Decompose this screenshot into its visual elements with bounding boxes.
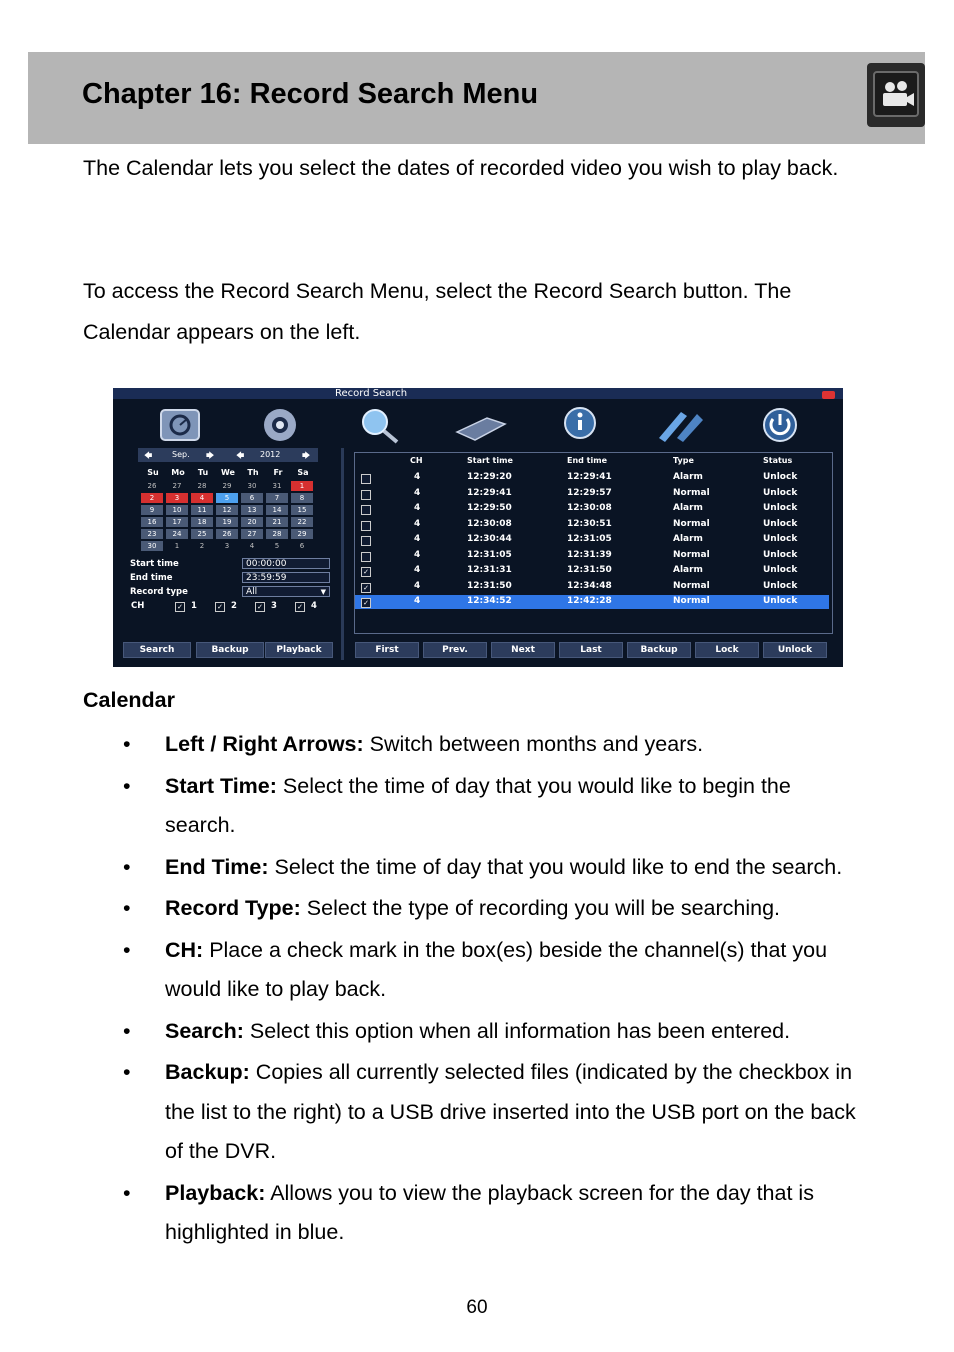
settings-dashboard-icon[interactable] [151,404,209,446]
cell-ch: 4 [414,503,421,513]
calendar-day[interactable]: 7 [266,493,288,503]
calendar-day[interactable]: 25 [191,529,213,539]
cell-start: 12:29:20 [467,472,512,482]
button-bar [113,640,843,660]
cell-type: Alarm [673,534,703,544]
bullet-text: Select this option when all information has been entered. [243,1018,791,1043]
right-button-first[interactable]: First [355,642,419,658]
bullet-dot-icon: • [123,854,131,879]
record-type-select[interactable] [242,586,330,597]
page-title: Chapter 16: Record Search Menu [82,78,539,110]
cell-start: 12:31:05 [467,549,512,560]
bullet-text: Select the time of day that you would like to begin the search. [165,773,791,837]
cell-status: Unlock [763,503,798,513]
cell-start: 12:30:08 [467,518,512,529]
calendar-day[interactable]: 27 [241,529,263,539]
row-checkbox[interactable] [361,552,371,562]
cell-status: Unlock [763,472,798,482]
calendar-day[interactable]: 13 [241,505,263,515]
bullet-dot-icon: • [123,732,131,756]
channel-4-checkbox[interactable]: ✓ [295,602,305,612]
table-row[interactable] [355,564,829,578]
cell-type: Normal [673,580,710,591]
channel-4-label: 4 [311,601,317,611]
cell-ch: 4 [414,565,421,575]
channel-2-checkbox[interactable]: ✓ [215,602,225,612]
calendar-day[interactable]: 1 [174,542,180,550]
record-search-screenshot [113,388,843,667]
bullet-text: Copies all currently selected files (indicated by the checkbox in the list to the right) to a USB drive inserted into the USB port on the back of the DVR. [165,1060,856,1163]
record-type-label: Record type [130,587,188,597]
left-button-playback[interactable]: Playback [265,642,333,658]
right-button-unlock[interactable]: Unlock [763,642,827,658]
table-row[interactable] [355,595,829,609]
bullet-term: Left / Right Arrows: [165,732,364,756]
end-time-label: End time [130,573,173,583]
calendar-day[interactable]: 3 [224,542,230,550]
bullet-dot-icon: • [123,1018,131,1043]
cell-start: 12:31:50 [467,580,512,591]
start-time-label: Start time [130,559,179,569]
calendar-day[interactable]: 19 [216,517,238,527]
hard-drive-icon[interactable] [451,404,509,446]
cell-start: 12:30:44 [467,534,512,544]
bullet-item [0,767,865,846]
next-year-arrow-icon[interactable]: 🡆 [302,451,311,460]
next-month-arrow-icon[interactable]: 🡆 [206,451,215,460]
channel-3-checkbox[interactable]: ✓ [255,602,265,612]
row-checkbox[interactable] [361,536,371,546]
video-camera-icon [867,63,925,127]
table-row[interactable] [355,487,829,501]
calendar-section-heading: Calendar [83,688,176,712]
table-row[interactable] [355,471,829,485]
column-header: CH [410,456,423,465]
cell-status: Unlock [763,596,798,606]
column-header: Start time [467,456,513,465]
table-row[interactable] [355,580,829,594]
cell-ch: 4 [414,534,421,544]
calendar-day[interactable]: 24 [166,529,188,539]
calendar-day[interactable]: 4 [191,493,213,503]
calendar-weekday: Fr [273,468,283,477]
calendar-month: Sep. [172,450,190,459]
power-icon[interactable] [751,404,809,446]
calendar-weekday: Su [147,468,159,477]
window-title: Record Search [335,388,408,399]
left-button-backup[interactable]: Backup [196,642,264,658]
cell-type: Alarm [673,565,703,575]
calendar-day[interactable]: 2 [199,542,205,550]
cell-end: 12:31:39 [567,549,612,560]
intro-paragraph-calendar: The Calendar lets you select the dates of recorded video you wish to play back. [83,156,839,180]
bullet-text: Switch between months and years. [363,732,704,756]
column-header: Type [673,456,694,465]
row-checkbox[interactable] [361,474,371,484]
calendar-day[interactable]: 1 [291,481,313,491]
right-button-lock[interactable]: Lock [695,642,759,658]
cell-ch: 4 [414,580,421,591]
calendar-day[interactable]: 29 [291,529,313,539]
tools-icon[interactable] [651,404,709,446]
row-checkbox[interactable]: ✓ [361,598,371,608]
calendar-weekday: Th [247,468,259,477]
right-button-next[interactable]: Next [491,642,555,658]
column-header: End time [567,456,607,465]
table-row[interactable] [355,518,829,532]
window-title-bar [113,388,843,399]
calendar-day[interactable]: 21 [266,517,288,527]
calendar-day[interactable]: 14 [266,505,288,515]
bullet-term: End Time: [165,854,269,879]
calendar-day[interactable]: 3 [166,493,188,503]
table-row[interactable] [355,549,829,563]
bullet-text: Select the type of recording you will be searching. [300,896,781,920]
bullet-term: Backup: [165,1060,250,1084]
calendar-day[interactable]: 5 [274,542,280,550]
end-time-field[interactable]: 23:59:59 [242,572,330,583]
table-row[interactable] [355,533,829,547]
channel-3-label: 3 [271,601,277,611]
record-type-row [127,586,332,599]
calendar-day[interactable]: 11 [191,505,213,515]
bullet-item [0,848,865,888]
row-checkbox[interactable] [361,490,371,500]
cell-ch: 4 [414,596,421,606]
calendar-day[interactable]: 22 [291,517,313,527]
cell-type: Normal [673,518,710,529]
chevron-down-icon: ▼ [320,588,326,596]
cell-end: 12:31:50 [567,565,612,575]
table-row[interactable] [355,502,829,516]
bullet-item [0,1174,865,1253]
calendar-day[interactable]: 17 [166,517,188,527]
cell-status: Unlock [763,565,798,575]
cell-type: Alarm [673,472,703,482]
calendar-bullet-list [0,725,954,1255]
bullet-term: Search: [165,1018,244,1043]
calendar-weekday: We [221,468,235,477]
calendar-day[interactable]: 30 [247,482,257,490]
prev-year-arrow-icon[interactable]: 🡄 [236,451,245,460]
calendar-weekday: Sa [297,468,309,477]
bullet-item [0,1012,865,1052]
bullet-dot-icon: • [123,937,131,962]
calendar-day[interactable]: 15 [291,505,313,515]
cell-type: Alarm [673,503,703,513]
calendar-day[interactable]: 23 [141,529,163,539]
bullet-term: Record Type: [165,896,301,920]
cell-ch: 4 [414,487,421,498]
cell-start: 12:31:31 [467,565,512,575]
cell-status: Unlock [763,487,798,498]
cell-type: Normal [673,487,710,498]
record-type-value: All [246,587,258,597]
channel-2-label: 2 [231,601,237,611]
cell-ch: 4 [414,472,421,482]
intro-paragraph-access: To access the Record Search Menu, select the Record Search button. The Calendar appears on the left. [83,279,792,344]
bullet-item [0,725,865,765]
cell-end: 12:30:08 [567,503,612,513]
cell-type: Normal [673,596,710,606]
bullet-term: Start Time: [165,773,277,798]
calendar-day[interactable]: 26 [147,482,157,490]
right-button-prev[interactable]: Prev. [423,642,487,658]
calendar-year: 2012 [260,450,281,459]
cell-status: Unlock [763,580,798,591]
close-icon[interactable] [822,391,835,399]
calendar-weekday: Tu [197,468,209,477]
channel-label: CH [131,601,145,611]
calendar-day[interactable]: 5 [216,493,238,503]
prev-month-arrow-icon[interactable]: 🡄 [144,451,153,460]
calendar-day[interactable]: 28 [266,529,288,539]
page-number: 60 [466,1297,488,1318]
channel-1-label: 1 [191,601,197,611]
left-button-search[interactable]: Search [123,642,191,658]
row-checkbox[interactable]: ✓ [361,567,371,577]
bullet-dot-icon: • [123,773,131,798]
calendar-weekday: Mo [171,468,185,477]
channel-1-checkbox[interactable]: ✓ [175,602,185,612]
cell-start: 12:29:41 [467,487,512,498]
column-header: Status [763,456,793,465]
bullet-text: Allows you to view the playback screen for the day that is highlighted in blue. [165,1180,814,1244]
calendar-day[interactable]: 8 [291,493,313,503]
calendar-day[interactable]: 30 [141,541,163,551]
row-checkbox[interactable]: ✓ [361,583,371,593]
calendar-day[interactable]: 20 [241,517,263,527]
cell-ch: 4 [414,518,421,529]
channel-row [127,600,337,613]
gear-icon[interactable] [251,404,309,446]
cell-end: 12:42:28 [567,596,612,606]
results-table-header [355,456,832,468]
calendar-day[interactable]: 27 [172,482,182,490]
cell-end: 12:30:51 [567,518,612,529]
cell-end: 12:34:48 [567,580,612,591]
calendar-day[interactable]: 10 [166,505,188,515]
cell-end: 12:29:41 [567,472,612,482]
calendar-day[interactable]: 9 [141,505,163,515]
bullet-term: Playback: [165,1180,266,1205]
search-magnifier-icon[interactable] [351,404,409,446]
cell-status: Unlock [763,518,798,529]
cell-start: 12:34:52 [467,596,512,606]
calendar-header [138,448,318,462]
cell-end: 12:29:57 [567,487,612,498]
calendar-day[interactable]: 29 [222,482,232,490]
cell-ch: 4 [414,549,421,560]
calendar-day[interactable]: 16 [141,517,163,527]
calendar-day[interactable]: 6 [299,542,305,550]
cell-end: 12:31:05 [567,534,612,544]
info-icon[interactable] [551,404,609,446]
cell-type: Normal [673,549,710,560]
calendar-day[interactable]: 4 [249,542,255,550]
calendar-day[interactable]: 31 [272,482,282,490]
calendar-widget [138,448,318,554]
calendar-day[interactable]: 18 [191,517,213,527]
panel-divider [341,448,344,660]
bullet-text: Place a check mark in the box(es) beside the channel(s) that you would like to play back. [165,937,828,1001]
bullet-text: Select the time of day that you would like to end the search. [268,854,843,879]
results-table [354,452,833,634]
bullet-term: CH: [165,937,204,962]
calendar-day[interactable]: 28 [197,482,207,490]
bullet-dot-icon: • [123,896,131,920]
calendar-day[interactable]: 26 [216,529,238,539]
start-time-field[interactable]: 00:00:00 [242,558,330,569]
right-button-last[interactable]: Last [559,642,623,658]
calendar-day[interactable]: 2 [141,493,163,503]
bullet-item [0,931,865,1010]
bullet-dot-icon: • [123,1180,131,1205]
calendar-day[interactable]: 12 [216,505,238,515]
row-checkbox[interactable] [361,505,371,515]
calendar-day[interactable]: 6 [241,493,263,503]
end-time-row [127,572,332,585]
right-button-backup[interactable]: Backup [627,642,691,658]
cell-status: Unlock [763,549,798,560]
main-toolbar [113,400,843,448]
bullet-dot-icon: • [123,1060,131,1084]
start-time-row [127,558,332,571]
row-checkbox[interactable] [361,521,371,531]
bullet-item [0,1053,865,1172]
bullet-item [0,889,865,929]
cell-start: 12:29:50 [467,503,512,513]
cell-status: Unlock [763,534,798,544]
